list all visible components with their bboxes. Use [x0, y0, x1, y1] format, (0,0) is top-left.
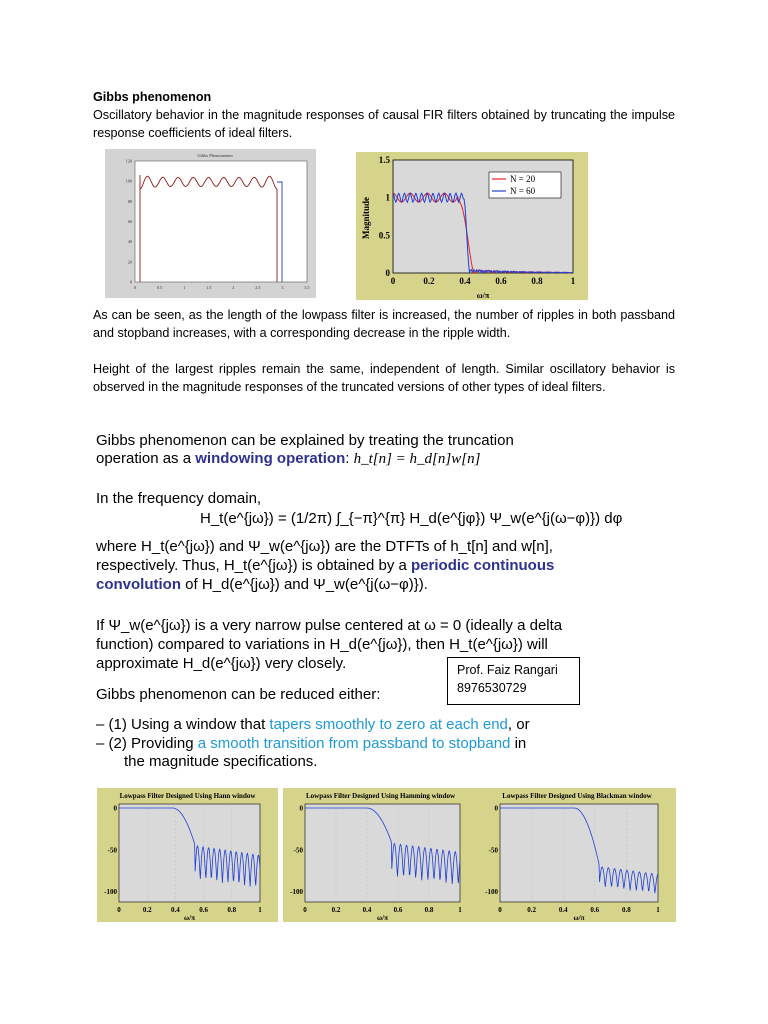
paragraph-height: Height of the largest ripples remain the same, independent of length. Similar oscillatory behavior is observed in the magnitude responses of the truncated versions of other types of ideal filters.: [93, 362, 675, 394]
author-name: Prof. Faiz Rangari: [457, 663, 558, 677]
x-tick-label: 0: [390, 276, 396, 286]
x-tick-label: 0: [133, 285, 137, 290]
plot-title: Lowpass Filter Designed Using Hann window: [119, 792, 256, 800]
y-tick-label: -100: [485, 888, 498, 897]
x-tick-label: 1: [570, 276, 576, 286]
y-tick-label: 80: [127, 198, 132, 204]
x-tick-label: 0.2: [331, 906, 341, 914]
slide-line-1: Gibbs phenomenon can be explained by treating the truncation: [96, 432, 514, 449]
author-box: [447, 657, 580, 705]
y-tick-label: 0: [494, 804, 498, 813]
hamming-plot: [283, 788, 478, 922]
if-line-3: approximate H_d(e^{jω}) very closely.: [96, 655, 347, 672]
legend-label-n20: N = 20: [510, 174, 536, 184]
smooth-transition-term: a smooth transition from passband to stopband: [197, 735, 511, 752]
truncation-equation: h_t[n] = h_d[n]w[n]: [353, 451, 481, 467]
x-tick-label: 0.2: [423, 276, 435, 286]
heading: Gibbs phenomenon: [93, 90, 212, 104]
bullet-2-continuation: the magnitude specifications.: [124, 753, 318, 770]
x-tick-label: 0.4: [171, 906, 180, 914]
y-tick-label: 0.5: [378, 230, 390, 241]
where-line-3: convolution of H_d(e^{jω}) and Ψ_w(e^{j(ω−φ)}).: [96, 576, 428, 593]
y-tick-label: 120: [125, 158, 132, 164]
x-tick-label: 0.6: [393, 906, 403, 914]
x-tick-label: 0.2: [527, 906, 536, 914]
x-tick-label: 1: [656, 906, 660, 914]
x-tick-label: 3: [281, 285, 284, 290]
freq-domain-line: In the frequency domain,: [96, 490, 262, 507]
y-tick-label: 0: [385, 268, 390, 278]
x-tick-label: 1: [458, 906, 462, 914]
y-tick-label: -50: [488, 846, 498, 855]
where-line-1: where H_t(e^{jω}) and Ψ_w(e^{jω}) are the DTFTs of h_t[n] and w[n],: [96, 538, 553, 555]
if-line-1: If Ψ_w(e^{jω}) is a very narrow pulse centered at ω = 0 (ideally a delta: [96, 617, 563, 634]
convolution-formula: H_t(e^{jω}) = (1/2π) ∫_{−π}^{π} H_d(e^{jφ}) Ψ_w(e^{j(ω−φ)}) dφ: [200, 510, 623, 527]
x-tick-label: 0.8: [531, 276, 543, 286]
paragraph-ripples: As can be seen, as the length of the lowpass filter is increased, the number of ripples in both passband and stopband increases, with a corresponding decrease in the ripple width.: [93, 308, 675, 340]
where-line-2: respectively. Thus, H_t(e^{jω}) is obtained by a periodic continuous: [96, 557, 555, 574]
x-tick-label: 2.5: [255, 285, 261, 290]
author-phone: 8976530729: [457, 681, 527, 695]
x-tick-label: 0.6: [199, 906, 208, 914]
plot-title: Lowpass Filter Designed Using Blackman window: [502, 792, 652, 800]
reduce-line: Gibbs phenomenon can be reduced either:: [96, 686, 381, 703]
x-tick-label: 0.8: [227, 906, 237, 914]
y-tick-label: 100: [125, 178, 132, 184]
x-tick-label: 3.5: [304, 285, 310, 290]
y-tick-label: 20: [127, 259, 132, 265]
periodic-continuous-term: periodic continuous: [411, 557, 555, 574]
x-tick-label: 0.8: [622, 906, 631, 914]
x-tick-label: 0.4: [459, 276, 471, 286]
y-tick-label: 40: [127, 239, 132, 245]
x-tick-label: 1.5: [206, 285, 212, 290]
y-tick-label: 1.5: [378, 155, 390, 165]
x-tick-label: 0.5: [156, 285, 163, 290]
windowing-operation-term: windowing operation: [195, 450, 346, 467]
magnitude-plot: [356, 152, 588, 300]
x-tick-label: 2: [232, 285, 235, 290]
hann-plot: [97, 788, 278, 922]
x-axis-label: ω/π: [184, 914, 195, 922]
x-tick-label: 0: [117, 906, 121, 914]
legend-label-n60: N = 60: [510, 186, 536, 196]
tapers-term: tapers smoothly to zero at each end: [269, 716, 508, 733]
gibbs-title: Gibbs Phenomenon: [197, 153, 233, 158]
x-axis-label: ω/π: [573, 914, 585, 922]
gibbs-figure: [105, 149, 316, 298]
blackman-plot: [478, 788, 676, 922]
y-tick-label: -50: [107, 846, 117, 855]
bullet-1: – (1) Using a window that tapers smoothly to zero at each end, or: [96, 716, 530, 733]
x-tick-label: 0: [303, 906, 307, 914]
convolution-term: convolution: [96, 576, 181, 593]
x-tick-label: 1: [183, 285, 186, 290]
bullet-2: – (2) Providing a smooth transition from passband to stopband in: [96, 735, 527, 752]
x-tick-label: 0.4: [362, 906, 372, 914]
y-tick-label: -50: [293, 846, 303, 855]
x-tick-label: 0.6: [590, 906, 600, 914]
plot-title: Lowpass Filter Designed Using Hamming window: [305, 792, 456, 800]
y-axis-label: Magnitude: [361, 196, 371, 240]
x-axis-label: ω/π: [476, 291, 490, 300]
magnitude-figure: [356, 152, 588, 300]
y-tick-label: 1: [385, 192, 390, 203]
y-tick-label: -100: [104, 888, 117, 897]
if-line-2: function) compared to variations in H_d(e^{jω}), then H_t(e^{jω}) will: [96, 636, 548, 653]
x-tick-label: 1: [258, 906, 262, 914]
y-tick-label: -100: [290, 888, 303, 897]
y-tick-label: 60: [127, 219, 132, 224]
y-tick-label: 0: [113, 804, 117, 813]
y-tick-label: 0: [129, 279, 132, 285]
slide-line-2: operation as a windowing operation: h_t[n] = h_d[n]w[n]: [96, 450, 481, 467]
x-tick-label: 0.2: [142, 906, 152, 914]
x-tick-label: 0.6: [495, 276, 507, 286]
x-axis-label: ω/π: [377, 914, 388, 922]
intro-paragraph: Oscillatory behavior in the magnitude responses of causal FIR filters obtained by truncating the impulse response coefficients of ideal filters.: [93, 108, 675, 140]
y-tick-label: 0: [299, 804, 303, 813]
x-tick-label: 0: [498, 906, 502, 914]
x-tick-label: 0.4: [558, 906, 568, 914]
x-tick-label: 0.8: [424, 906, 434, 914]
gibbs-plot: [105, 149, 316, 298]
